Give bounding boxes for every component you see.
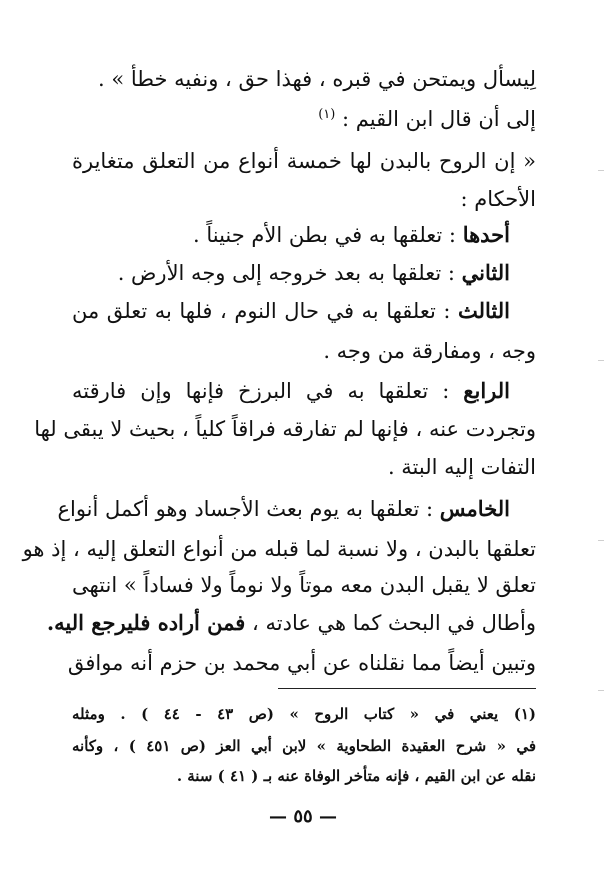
item-text: : تعلقها به بعد خروجه إلى وجه الأرض . bbox=[117, 261, 455, 285]
body-text: وتبين أيضاً مما نقلناه عن أبي محمد بن حزم أنه موافق bbox=[67, 651, 536, 675]
body-text: إلى أن قال ابن القيم : bbox=[342, 107, 536, 131]
item-fourth-cont-1 bbox=[34, 414, 536, 444]
footnote-reference: (١) bbox=[318, 107, 336, 122]
item-text: وتجردت عنه ، فإنها لم تفارقه فراقاً كلياً ، بحيث لا يبقى لها bbox=[34, 417, 536, 441]
body-text: لِيسأل ويمتحن في قبره ، فهذا حق ، ونفيه خطأ » . bbox=[97, 67, 536, 91]
item-fifth-cont-2 bbox=[72, 570, 536, 600]
item-lead: الخامس bbox=[439, 496, 510, 521]
item-text-bold: فمن أراده فليرجع اليه. bbox=[46, 610, 246, 635]
item-text: تعلقها بالبدن ، ولا نسبة لما قبله من أنواع التعلق إليه ، إذ هو bbox=[22, 537, 536, 561]
item-third bbox=[72, 296, 510, 326]
item-text: وجه ، ومفارقة من وجه . bbox=[323, 339, 536, 363]
item-second bbox=[72, 258, 510, 288]
item-text: : تعلقها به يوم بعث الأجساد وهو أكمل أنواع bbox=[57, 497, 434, 521]
item-lead: الثالث bbox=[457, 298, 510, 323]
item-lead: أحدها bbox=[462, 222, 510, 247]
footnote-text: في « شرح العقيدة الطحاوية » لابن أبي العز (ص ٤٥١ ) ، وكأنه bbox=[72, 737, 536, 755]
item-text: التفات إليه البتة . bbox=[387, 455, 536, 479]
item-lead: الرابع bbox=[463, 378, 510, 403]
footnote-line-2 bbox=[72, 734, 536, 758]
item-fourth bbox=[72, 376, 510, 406]
item-fifth-cont-3 bbox=[46, 608, 536, 638]
footnote-text: نقله عن ابن القيم ، فإنه متأخر الوفاة عنه بـ ( ٤١ ) سنة . bbox=[176, 767, 536, 785]
item-first bbox=[72, 220, 510, 250]
margin-tick bbox=[598, 540, 604, 541]
footnote-text: (١) يعني في « كتاب الروح » (ص ٤٣ - ٤٤ ) . ومثله bbox=[72, 705, 536, 723]
item-text: : تعلقها به في البرزخ فإنها وإن فارقته bbox=[72, 379, 450, 403]
body-text: الأحكام : bbox=[460, 187, 536, 211]
item-fourth-cont-2 bbox=[72, 452, 536, 482]
item-text: وأطال في البحث كما هي عادته ، bbox=[252, 611, 536, 635]
item-text: تعلق لا يقبل البدن معه موتاً ولا نوماً ولا فساداً » انتهى bbox=[72, 573, 536, 597]
footnote-line-1 bbox=[72, 702, 536, 726]
body-line-2 bbox=[72, 104, 536, 134]
item-text: : تعلقها به في حال النوم ، فلها به تعلق من bbox=[72, 299, 451, 323]
body-text: « إن الروح بالبدن لها خمسة أنواع من التعلق متغايرة bbox=[72, 149, 536, 173]
item-text: : تعلقها به في بطن الأم جنيناً . bbox=[192, 223, 456, 247]
footnote-divider bbox=[278, 688, 536, 689]
page-number: — ٥٥ — bbox=[269, 806, 337, 827]
margin-tick bbox=[598, 360, 604, 361]
item-fifth bbox=[57, 494, 510, 524]
item-fifth-cont-1 bbox=[22, 534, 536, 564]
body-line-1 bbox=[72, 64, 536, 94]
margin-tick bbox=[598, 170, 604, 171]
body-line-3 bbox=[72, 146, 536, 176]
body-line-4 bbox=[72, 184, 536, 214]
footnote-line-3 bbox=[72, 764, 536, 788]
item-lead: الثاني bbox=[461, 260, 510, 285]
margin-tick bbox=[598, 690, 604, 691]
body-last-line bbox=[67, 648, 536, 678]
item-third-cont bbox=[72, 336, 536, 366]
